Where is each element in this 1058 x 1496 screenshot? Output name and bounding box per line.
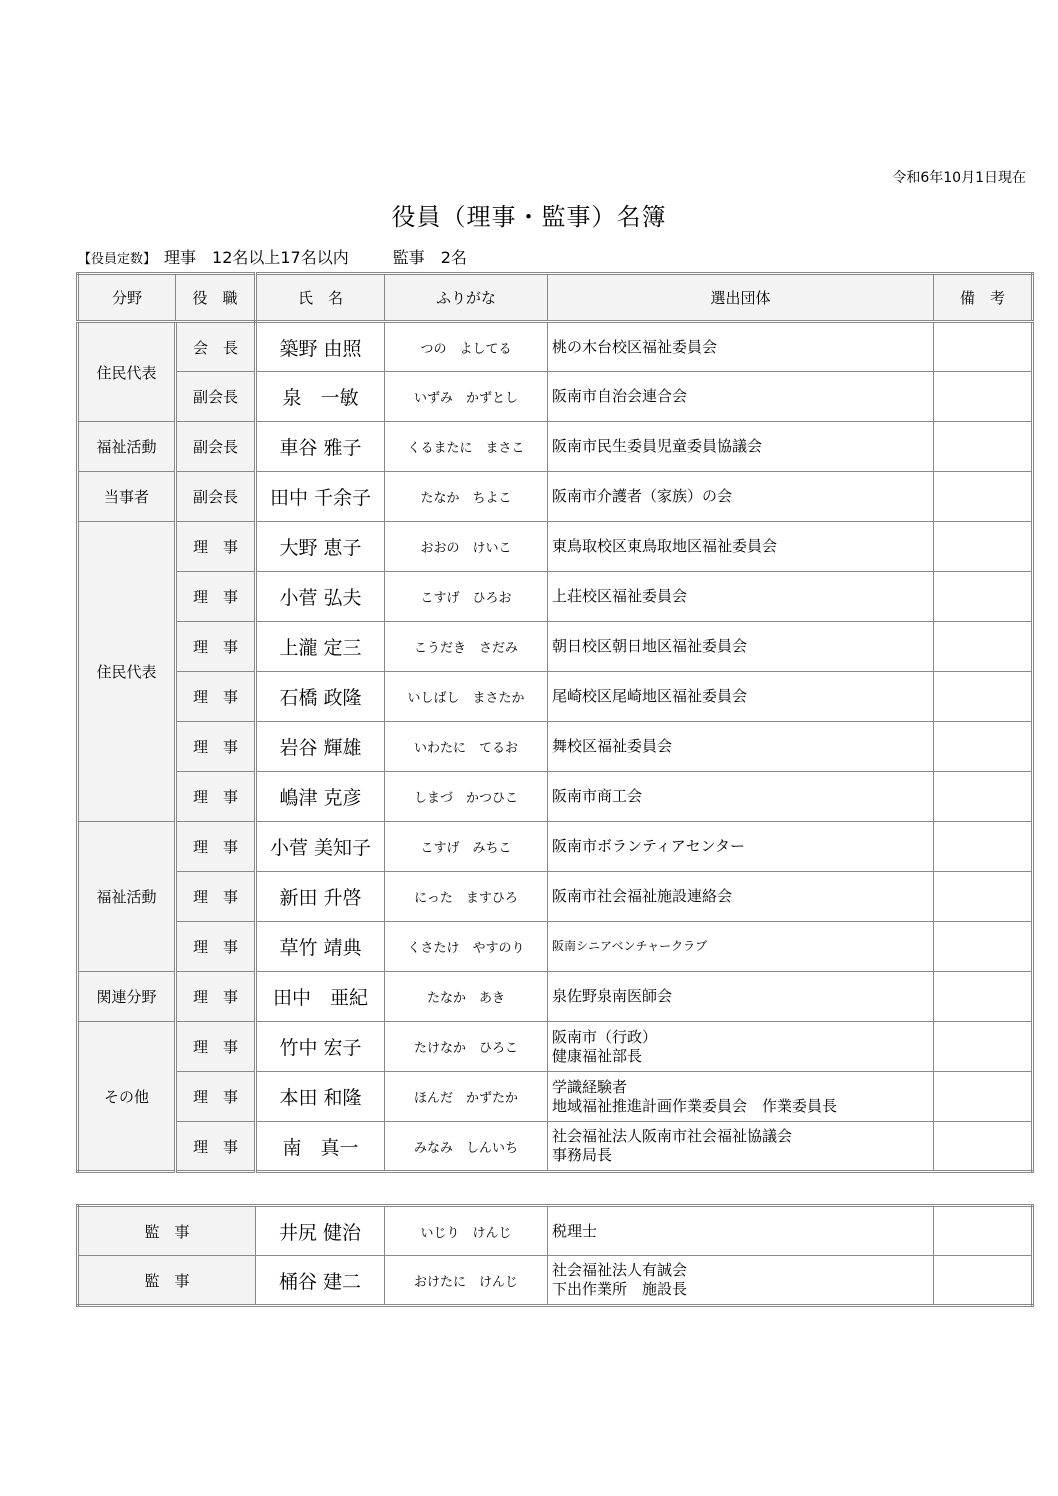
- org-cell: [548, 722, 934, 772]
- kana-cell: こすげ みちこ: [385, 822, 548, 872]
- auditor-body: [78, 1206, 1033, 1306]
- role-cell: 理 事: [176, 1022, 256, 1072]
- kana-cell: いわたに てるお: [385, 722, 548, 772]
- org-cell: [548, 972, 934, 1022]
- note-cell: [934, 1122, 1033, 1172]
- note-cell: [934, 522, 1033, 572]
- org-cell: [548, 322, 934, 372]
- note-cell: [934, 622, 1033, 672]
- org-cell: [548, 1072, 934, 1122]
- note-cell: [934, 972, 1033, 1022]
- role-cell: 副会長: [176, 372, 256, 422]
- note-cell: [934, 1072, 1033, 1122]
- role-cell: 副会長: [176, 472, 256, 522]
- kana-cell: いしばし まさたか: [385, 672, 548, 722]
- role-cell: 理 事: [176, 1072, 256, 1122]
- header-kana: ふりがな: [385, 274, 548, 322]
- note-cell: [934, 322, 1033, 372]
- org-line: 阪南市自治会連合会: [552, 387, 688, 405]
- name-cell: 新田 升啓: [256, 872, 385, 922]
- table-row: [78, 622, 1033, 672]
- org-line: 桃の木台校区福祉委員会: [552, 337, 718, 356]
- header-field: 分野: [78, 274, 176, 322]
- name-cell: 草竹 靖典: [256, 922, 385, 972]
- kana-cell: おけたに けんじ: [385, 1256, 548, 1306]
- as-of-date: 令和6年10月1日現在: [892, 170, 1026, 186]
- note-cell: [934, 1256, 1033, 1306]
- kana-cell: こうだき さだみ: [385, 622, 548, 672]
- header-note: 備 考: [934, 274, 1033, 322]
- table-row: [78, 522, 1033, 572]
- field-cell: 関連分野: [78, 972, 176, 1022]
- org-line: 健康福祉部長: [552, 1046, 643, 1065]
- org-line: 阪南市（行政）: [552, 1027, 658, 1046]
- org-line: 上荘校区福祉委員会: [552, 587, 688, 605]
- field-cell: 当事者: [78, 472, 176, 522]
- org-cell: [548, 822, 934, 872]
- quota-directors: 理事 12名以上17名以内: [164, 248, 349, 267]
- note-cell: [934, 372, 1033, 422]
- org-line: 阪南市商工会: [552, 787, 643, 805]
- table-row: [78, 422, 1033, 472]
- table-row: [78, 1022, 1033, 1072]
- roster-body: [78, 322, 1033, 1172]
- field-cell: 福祉活動: [78, 422, 176, 472]
- role-cell: 理 事: [176, 1122, 256, 1172]
- name-cell: 南 真一: [256, 1122, 385, 1172]
- name-cell: 竹中 宏子: [256, 1022, 385, 1072]
- org-cell: [548, 622, 934, 672]
- org-cell: [548, 872, 934, 922]
- table-row: [78, 872, 1033, 922]
- table-row: [78, 1072, 1033, 1122]
- auditor-row: [78, 1206, 1033, 1256]
- org-line: 阪南市ボランティアセンター: [552, 837, 746, 855]
- org-line: 社会福祉法人阪南市社会福祉協議会: [552, 1127, 793, 1145]
- header-role: 役 職: [176, 274, 256, 322]
- note-cell: [934, 772, 1033, 822]
- field-cell: その他: [78, 1022, 176, 1172]
- kana-cell: いじり けんじ: [385, 1206, 548, 1256]
- org-line: 阪南市民生委員児童委員協議会: [552, 437, 763, 455]
- note-cell: [934, 472, 1033, 522]
- quota-label: 【役員定数】: [78, 252, 157, 267]
- org-line: 事務局長: [552, 1146, 613, 1164]
- org-cell: [548, 1206, 934, 1256]
- field-cell: 福祉活動: [78, 822, 176, 972]
- header-name: 氏 名: [256, 274, 385, 322]
- kana-cell: こすげ ひろお: [385, 572, 548, 622]
- role-cell: 理 事: [176, 922, 256, 972]
- name-cell: 岩谷 輝雄: [256, 722, 385, 772]
- role-cell: 理 事: [176, 972, 256, 1022]
- role-cell: 理 事: [176, 772, 256, 822]
- note-cell: [934, 822, 1033, 872]
- table-row: [78, 572, 1033, 622]
- role-cell: 理 事: [176, 622, 256, 672]
- role-cell: 理 事: [176, 522, 256, 572]
- role-cell: 理 事: [176, 722, 256, 772]
- org-line: 阪南市介護者（家族）の会: [552, 487, 733, 505]
- role-cell: 会 長: [176, 322, 256, 372]
- name-cell: 井尻 健治: [256, 1206, 385, 1256]
- table-header-row: [78, 274, 1033, 322]
- org-line: 舞校区福祉委員会: [552, 737, 673, 755]
- org-cell: [548, 1122, 934, 1172]
- note-cell: [934, 872, 1033, 922]
- note-cell: [934, 1022, 1033, 1072]
- note-cell: [934, 672, 1033, 722]
- role-cell: 理 事: [176, 872, 256, 922]
- name-cell: 築野 由照: [256, 322, 385, 372]
- kana-cell: くさたけ やすのり: [385, 922, 548, 972]
- auditor-role-cell: 監 事: [78, 1256, 256, 1306]
- name-cell: 大野 恵子: [256, 522, 385, 572]
- kana-cell: おおの けいこ: [385, 522, 548, 572]
- name-cell: 石橋 政隆: [256, 672, 385, 722]
- table-row: [78, 772, 1033, 822]
- role-cell: 理 事: [176, 572, 256, 622]
- table-row: [78, 472, 1033, 522]
- org-line: 阪南シニアベンチャークラブ: [552, 939, 708, 953]
- auditor-table: [76, 1204, 1034, 1307]
- kana-cell: いずみ かずとし: [385, 372, 548, 422]
- name-cell: 田中 千余子: [256, 472, 385, 522]
- org-cell: [548, 522, 934, 572]
- table-row: [78, 372, 1033, 422]
- name-cell: 車谷 雅子: [256, 422, 385, 472]
- org-line: 下出作業所 施設長: [552, 1280, 688, 1298]
- table-row: [78, 722, 1033, 772]
- org-cell: [548, 472, 934, 522]
- org-line: 東鳥取校区東鳥取地区福祉委員会: [552, 537, 778, 555]
- kana-cell: つの よしてる: [385, 322, 548, 372]
- auditor-role-cell: 監 事: [78, 1206, 256, 1256]
- org-line: 朝日校区朝日地区福祉委員会: [552, 637, 748, 655]
- name-cell: 上瀧 定三: [256, 622, 385, 672]
- name-cell: 小菅 美知子: [256, 822, 385, 872]
- kana-cell: たなか ちよこ: [385, 472, 548, 522]
- director-roster-table: [76, 272, 1034, 1173]
- field-cell: 住民代表: [78, 322, 176, 422]
- table-row: [78, 922, 1033, 972]
- name-cell: 嶋津 克彦: [256, 772, 385, 822]
- kana-cell: くるまたに まさこ: [385, 422, 548, 472]
- name-cell: 泉 一敏: [256, 372, 385, 422]
- org-line: 尾崎校区尾崎地区福祉委員会: [552, 687, 748, 705]
- table-row: [78, 672, 1033, 722]
- page-title: 役員（理事・監事）名簿: [391, 203, 667, 231]
- note-cell: [934, 722, 1033, 772]
- org-line: 社会福祉法人有誠会: [552, 1261, 688, 1279]
- kana-cell: みなみ しんいち: [385, 1122, 548, 1172]
- org-cell: [548, 572, 934, 622]
- role-cell: 理 事: [176, 822, 256, 872]
- org-cell: [548, 372, 934, 422]
- org-line: 税理士: [552, 1221, 598, 1240]
- org-line: 地域福祉推進計画作業委員会 作業委員長: [552, 1096, 838, 1115]
- org-line: 泉佐野泉南医師会: [552, 987, 673, 1005]
- org-cell: [548, 922, 934, 972]
- name-cell: 小菅 弘夫: [256, 572, 385, 622]
- header-org: 選出団体: [548, 274, 934, 322]
- kana-cell: たなか あき: [385, 972, 548, 1022]
- kana-cell: たけなか ひろこ: [385, 1022, 548, 1072]
- org-cell: [548, 1022, 934, 1072]
- org-line: 阪南市社会福祉施設連絡会: [552, 887, 733, 905]
- kana-cell: しまづ かつひこ: [385, 772, 548, 822]
- org-cell: [548, 422, 934, 472]
- table-row: [78, 972, 1033, 1022]
- name-cell: 本田 和隆: [256, 1072, 385, 1122]
- org-cell: [548, 1256, 934, 1306]
- org-cell: [548, 672, 934, 722]
- kana-cell: にった ますひろ: [385, 872, 548, 922]
- note-cell: [934, 1206, 1033, 1256]
- table-row: [78, 1122, 1033, 1172]
- note-cell: [934, 922, 1033, 972]
- org-line: 学識経験者: [552, 1077, 628, 1096]
- note-cell: [934, 422, 1033, 472]
- role-cell: 副会長: [176, 422, 256, 472]
- kana-cell: ほんだ かずたか: [385, 1072, 548, 1122]
- note-cell: [934, 572, 1033, 622]
- table-row: [78, 322, 1033, 372]
- role-cell: 理 事: [176, 672, 256, 722]
- officer-quota: [78, 245, 467, 268]
- auditor-row: [78, 1256, 1033, 1306]
- field-cell: 住民代表: [78, 522, 176, 822]
- quota-auditors: 監事 2名: [392, 248, 467, 267]
- name-cell: 田中 亜紀: [256, 972, 385, 1022]
- table-row: [78, 822, 1033, 872]
- name-cell: 桶谷 建二: [256, 1256, 385, 1306]
- org-cell: [548, 772, 934, 822]
